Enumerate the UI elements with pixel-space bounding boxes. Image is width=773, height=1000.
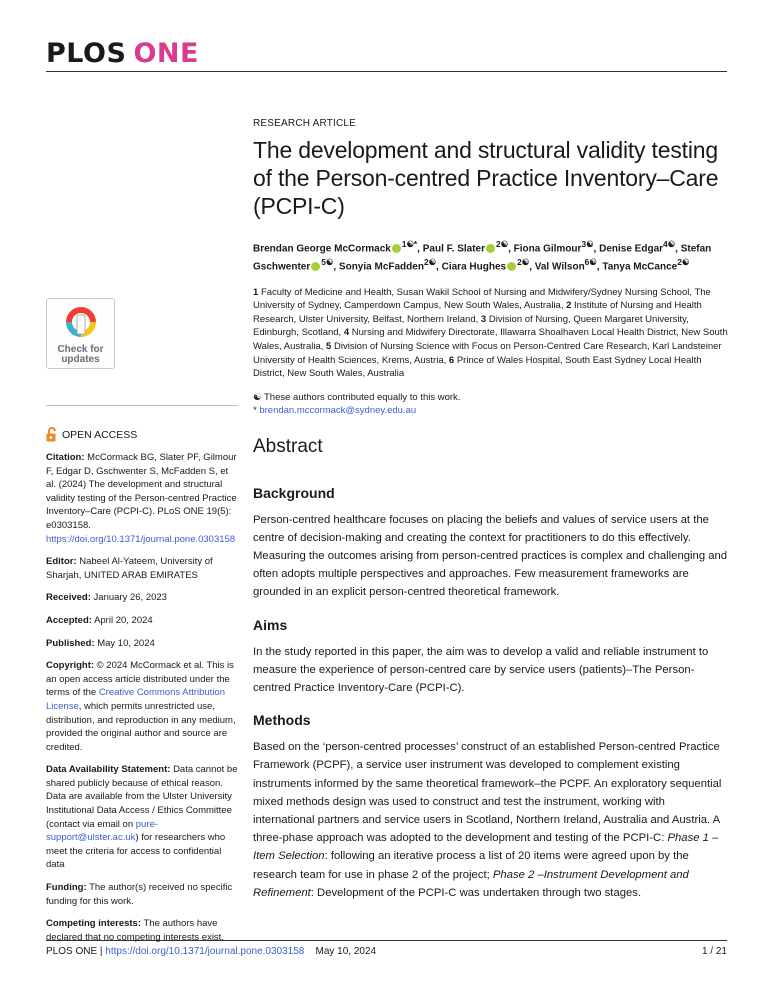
funding (46, 881, 238, 908)
author-separator: , (436, 261, 442, 273)
author-affiliation-marker: 3☯ (581, 239, 594, 249)
author-list (253, 238, 729, 274)
affiliation-text: Prince of Wales Hospital, South East Sydney Local Health District, New South Wales, Australia (253, 354, 702, 380)
received-label: Received: (46, 592, 91, 604)
data-availability (46, 763, 238, 872)
author-separator: , (508, 243, 514, 255)
orcid-icon[interactable] (486, 244, 495, 253)
data-availability-text-1: Data cannot be shared publicly because of ethical reason. Data are available from the Ulster University Institutional Data Access / Ethics Committee (contact via email on (46, 764, 238, 830)
orcid-icon[interactable] (392, 244, 401, 253)
author-separator: , (593, 243, 600, 255)
published-label: Published: (46, 637, 95, 649)
author-affiliation-marker: 2☯ (677, 256, 690, 267)
author-separator: , (417, 243, 423, 255)
logo-plos: PLOS (46, 38, 127, 69)
footer-separator: | (97, 946, 106, 957)
open-access-text: OPEN ACCESS (62, 428, 138, 441)
footer-journal: PLOS ONE (46, 946, 98, 957)
author-affiliation-marker: 2☯ (517, 256, 530, 267)
citation-doi-link[interactable]: https://doi.org/10.1371/journal.pone.0303158 (46, 533, 236, 545)
sidebar-rule (46, 405, 238, 406)
license-link[interactable]: Creative Commons Attribution License (46, 687, 226, 712)
accepted (46, 614, 238, 628)
accepted-date: April 20, 2024 (94, 614, 153, 626)
data-availability-text-2: ) for researchers who meet the criteria for access to confidential data (46, 832, 226, 871)
page-number: 1 / 21 (701, 946, 727, 957)
background-text: Person-centred healthcare focuses on placing the beliefs and values of service users at the centre of decision-making and creating the context for practitioners to do this effectively. Measuring the outcomes arising from person-centred practices is complex and challenging and often adopts multiple perspectives and approaches. Few measurement frameworks are grounded in an explicit person-centred theoretical framework. (253, 513, 728, 599)
published-date: May 10, 2024 (97, 637, 155, 649)
affiliation-number: 5 (326, 341, 332, 353)
check-for-updates-badge[interactable] (46, 298, 115, 369)
affiliation-number: 2 (566, 300, 572, 312)
footer-rule (46, 940, 727, 941)
orcid-icon[interactable] (507, 262, 516, 271)
copyright-text-2: , which permits unrestricted use, distribution, and reproduction in any medium, provided the original author and source are credited. (46, 700, 236, 753)
badge-line1: Check for (57, 344, 104, 355)
article-title: The development and structural validity testing of the Person-centred Practice Inventory–Care (PCPI-C) (253, 137, 719, 219)
editor (46, 555, 238, 582)
author-name[interactable]: Tanya McCance (602, 261, 678, 273)
author-notes (253, 391, 729, 418)
citation-text: McCormack BG, Slater PF, Gilmour F, Edgar D, Gschwenter S, McFadden S, et al. (2024) The development and structural validity testing of the Person-centred Practice Inventory–Care (PCPI-C). PLoS ONE 19(5): e0303158. (46, 452, 237, 531)
affiliation-text: Institute of Nursing and Health Research, Ulster University, Belfast, Northern Ireland, (253, 300, 702, 325)
methods-text-3: : Development of the PCPI-C was undertaken through two stages. (310, 886, 642, 899)
competing-text: The authors have declared that no competing interests exist. (46, 918, 224, 943)
affiliation-text: Nursing and Midwifery Directorate, Illawarra Shoalhaven Local Health District, New South Wales, Australia, (253, 327, 728, 353)
badge-line2: updates (61, 354, 100, 365)
author-name[interactable]: Sonyia McFadden (338, 261, 424, 273)
affiliation-number: 1 (253, 286, 259, 298)
affiliation-text: Division of Nursing, Queen Margaret University, Edinburgh, Scotland, (253, 313, 689, 339)
affiliation-text: Faculty of Medicine and Health, Susan Wakil School of Nursing and Midwifery/Sydney Nursing School, The University of Sydney, Camperdown Campus, New South Wales, Australia, (253, 286, 711, 312)
crossmark-icon (63, 304, 99, 340)
received (46, 591, 238, 605)
data-availability-label: Data Availability Statement: (46, 764, 171, 776)
open-lock-icon (46, 427, 58, 442)
affiliation-text: Division of Nursing Science with Focus on Person-Centred Care Research, Karl Landsteiner University of Health Sciences, Krems, Austria, (253, 341, 722, 366)
open-access-label (46, 427, 238, 442)
author-name[interactable]: Fiona Gilmour (513, 243, 582, 255)
copyright (46, 659, 238, 754)
received-date: January 26, 2023 (93, 592, 167, 604)
methods-text-2: : following an iterative process a list of 20 items were agreed upon by the research team for use in phase 2 of the project; (253, 850, 689, 881)
author-affiliation-marker: 4☯ (663, 239, 676, 249)
article-main (253, 118, 729, 917)
journal-logo (46, 38, 199, 69)
author-separator: , (675, 243, 681, 255)
author-affiliation-marker: 1☯* (401, 239, 418, 249)
footer-doi-link[interactable]: https://doi.org/10.1371/journal.pone.0303158 (105, 946, 305, 957)
author-name[interactable]: Paul F. Slater (422, 243, 485, 255)
logo-one: ONE (133, 38, 199, 69)
corresponding-email: * brendan.mccormack@sydney.edu.au (253, 405, 417, 417)
editor-text: Nabeel Al-Yateem, University of Sharjah, UNITED ARAB EMIRATES (46, 556, 213, 581)
author-affiliation-marker: 2☯ (423, 256, 437, 267)
aims-heading: Aims (253, 616, 288, 633)
funding-text: The author(s) received no specific funding for this work. (46, 882, 233, 907)
affiliation-number: 4 (343, 327, 350, 339)
editor-label: Editor: (46, 556, 77, 568)
author-name[interactable]: Stefan Gschwenter (253, 243, 712, 273)
background-heading: Background (253, 484, 335, 501)
equal-contribution-icon: ☯ (253, 391, 262, 403)
methods-heading: Methods (253, 712, 311, 729)
equal-contribution-note (253, 391, 729, 404)
copyright-label: Copyright: (46, 660, 95, 672)
published (46, 637, 238, 651)
author-affiliation-marker: 2☯ (495, 239, 509, 249)
aims-text: In the study reported in this paper, the aim was to develop a valid and reliable instrument to measure the experience of person-centred care by service users (patients)–The Person-centred Practice Inventory-Care (PCPI-C). (253, 645, 709, 695)
email-link[interactable]: brendan.mccormack@sydney.edu.au (259, 405, 417, 417)
abstract-heading: Abstract (253, 435, 323, 457)
funding-label: Funding: (46, 882, 87, 894)
author-separator: , (333, 261, 339, 273)
methods-text-1: Based on the ‘person-centred processes’ construct of an established Person-centred Practice Framework (PCPF), a service user instrument was developed to complement existing instruments informed by the same theoretical framework–the PCPF. An exploratory sequential mixed methods design was used to construct and test the instrument, working with international partners and service users in Scotland, Northern Ireland, Australia and Austria. A three-phase approach was adopted to the development and testing of the PCPI-C: (253, 741, 722, 845)
citation (46, 451, 238, 546)
methods-phase-1: Phase 1 –Item Selection (253, 832, 719, 863)
orcid-icon[interactable] (311, 262, 320, 271)
methods-phase-2: Phase 2 –Instrument Development and Refinement (253, 868, 689, 899)
affiliation-number: 6 (448, 354, 455, 366)
affiliation-number: 3 (480, 313, 487, 325)
author-separator: , (596, 261, 603, 273)
competing-label: Competing interests: (46, 918, 142, 930)
accepted-label: Accepted: (46, 614, 92, 626)
author-name[interactable]: Denise Edgar (599, 243, 664, 255)
citation-label: Citation: (46, 452, 85, 463)
footer-citation (46, 946, 376, 957)
author-name[interactable]: Brendan George McCormack (253, 243, 391, 255)
author-affiliation-marker: 6☯ (584, 256, 597, 267)
author-name[interactable]: Val Wilson (534, 261, 585, 273)
data-email-link[interactable]: pure-support@ulster.ac.uk (46, 818, 158, 844)
author-affiliation-marker: 5☯ (321, 256, 334, 267)
equal-contribution-text: These authors contributed equally to this work. (264, 391, 461, 403)
methods-text (253, 738, 729, 902)
author-name[interactable]: Ciara Hughes (441, 261, 507, 273)
copyright-text-1: © 2024 McCormack et al. This is an open access article distributed under the terms of the (46, 660, 234, 699)
article-type: RESEARCH ARTICLE (253, 118, 357, 129)
article-sidebar (46, 405, 238, 953)
author-separator: , (529, 261, 535, 273)
affiliations (253, 286, 729, 381)
footer-date: May 10, 2024 (315, 946, 377, 957)
header-rule (46, 71, 727, 72)
